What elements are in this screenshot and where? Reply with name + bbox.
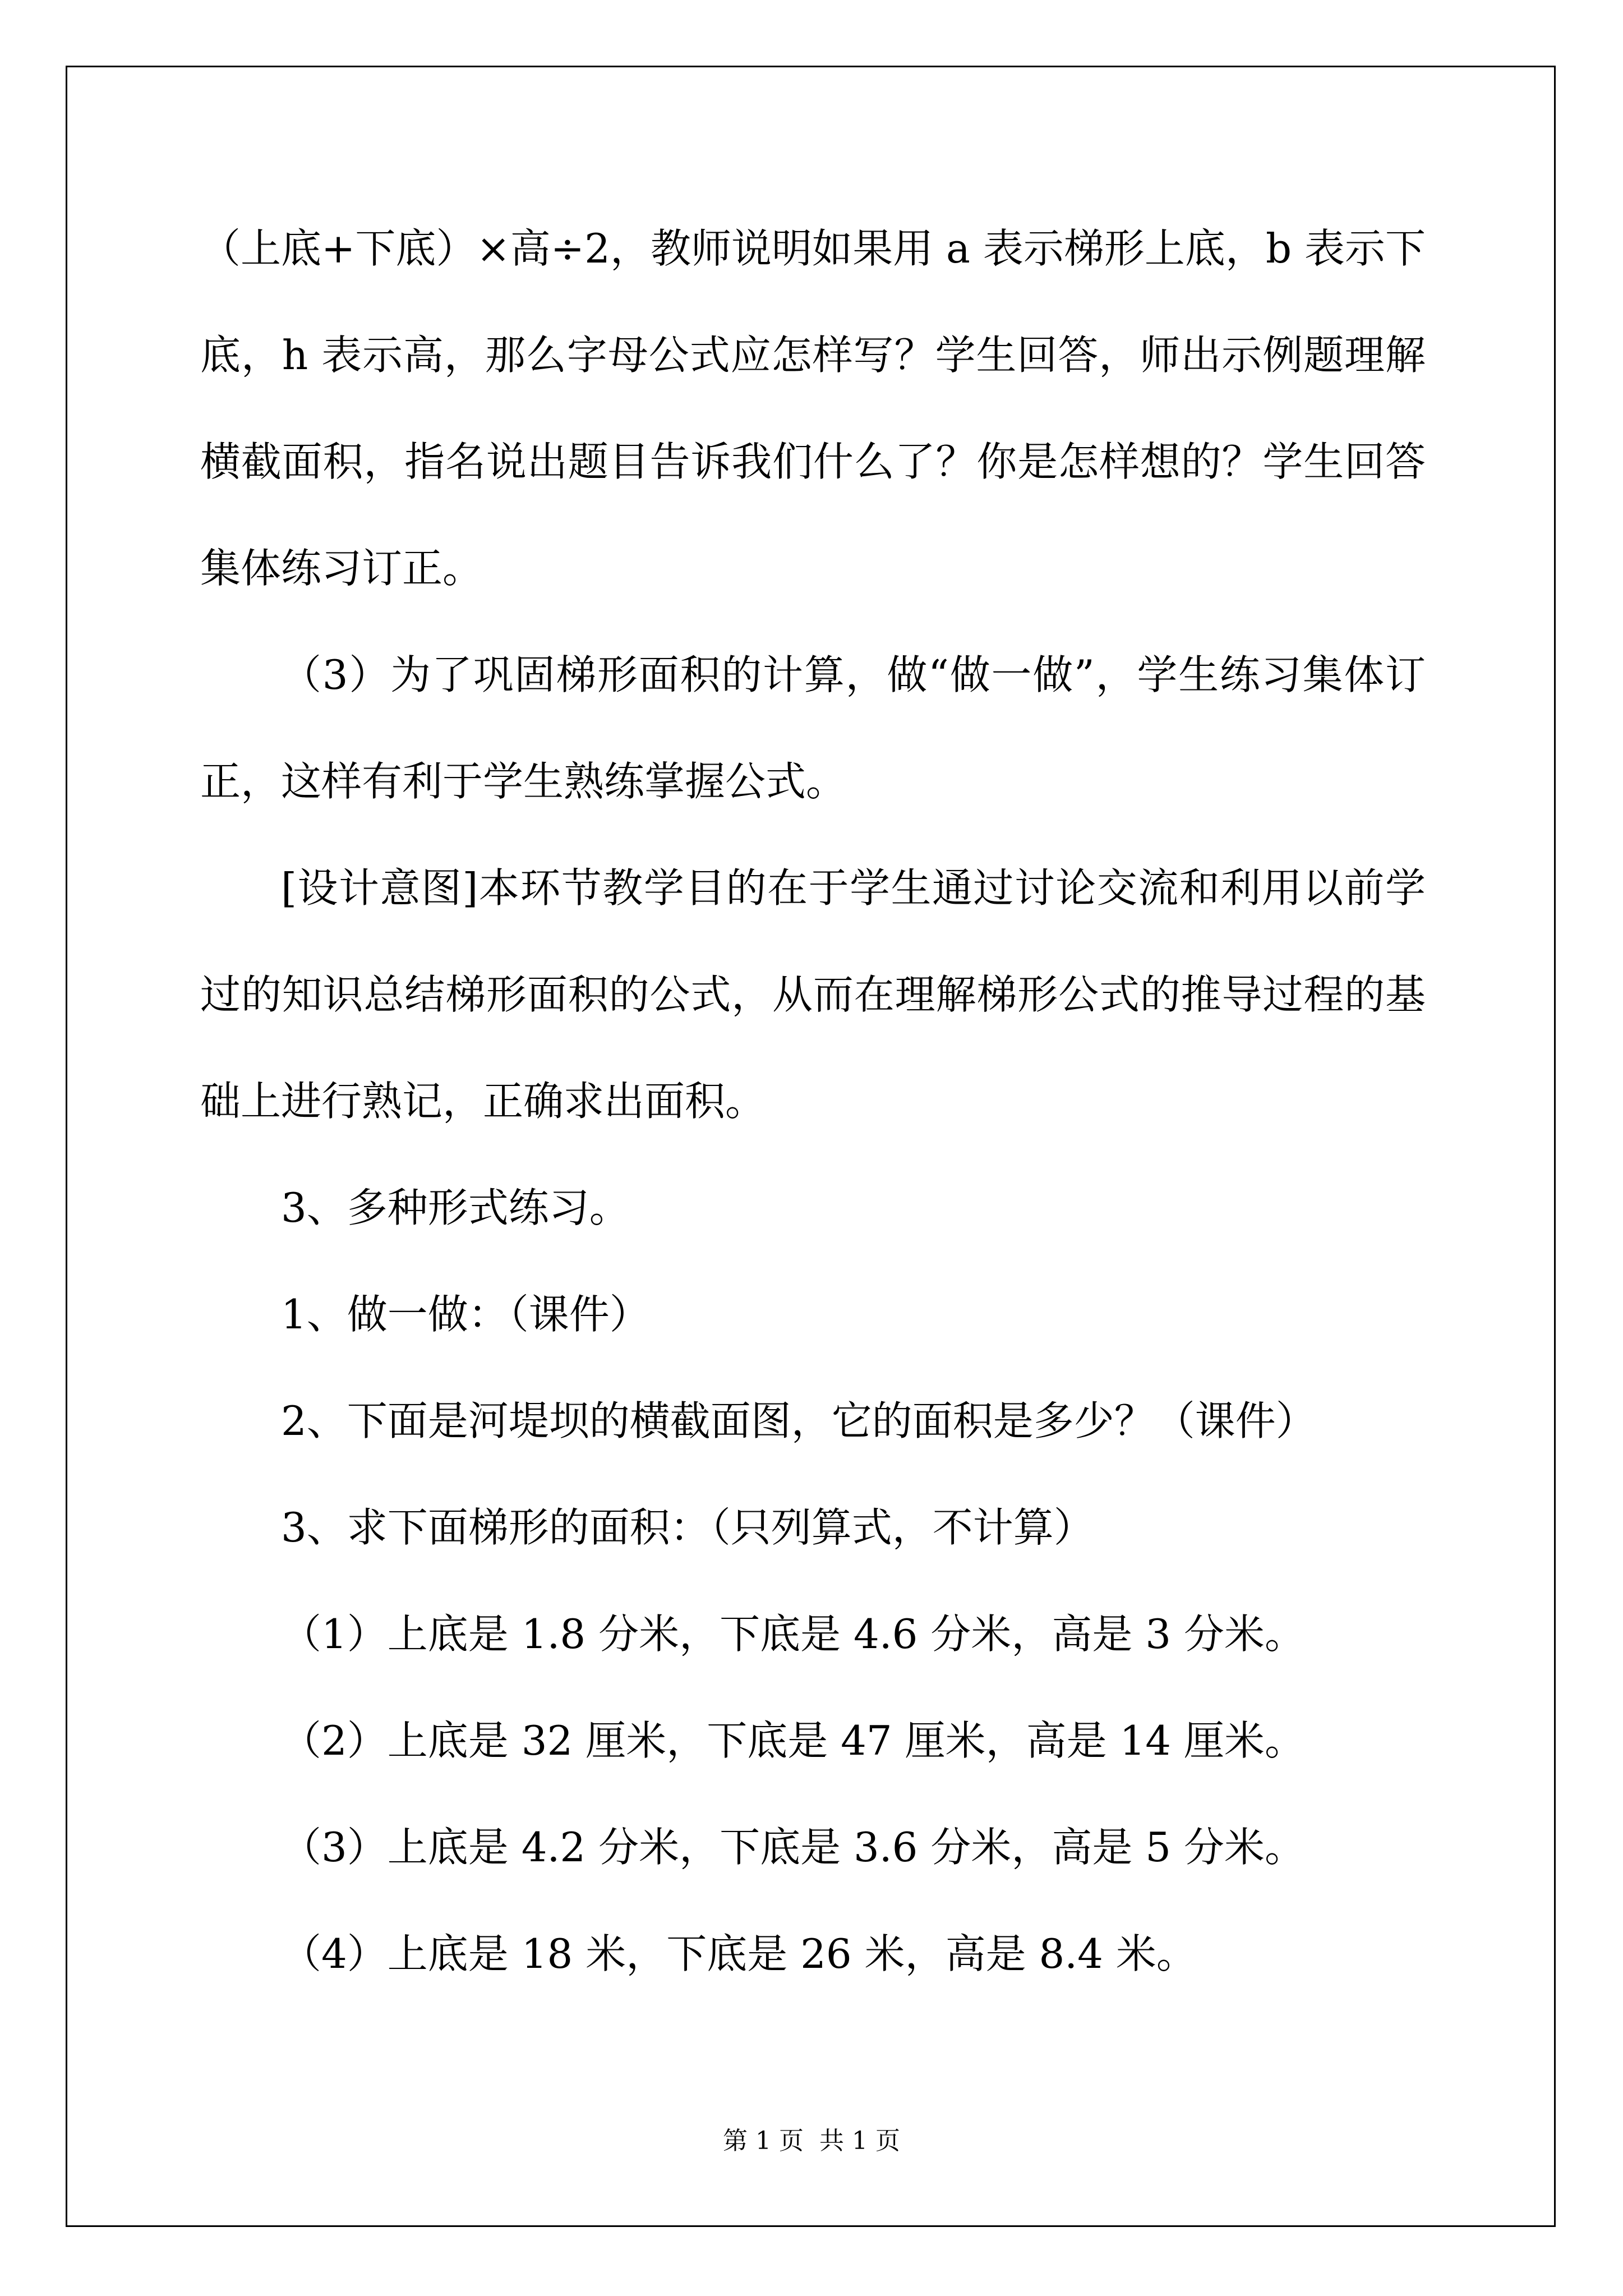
page-footer: 第 1 页 共 1 页 <box>723 2127 900 2155</box>
paragraph <box>200 622 1426 835</box>
section-heading <box>200 1154 1426 1261</box>
text-line: 集体练习订正。 <box>200 545 483 592</box>
text-line: 正，这样有利于学生熟练掌握公式。 <box>200 758 847 805</box>
paragraph <box>200 835 1426 1154</box>
document-body <box>200 195 1426 2007</box>
exercise-item <box>200 1261 1426 1368</box>
sub-exercise-item <box>200 1687 1426 1794</box>
text-line: 1、做一做：（课件） <box>281 1291 650 1338</box>
text-line: 2、下面是河堤坝的横截面图，它的面积是多少？（课件） <box>281 1397 1316 1444</box>
text-line: 底，h 表示高，那么字母公式应怎样写？学生回答，师出示例题理解 <box>200 332 1426 379</box>
text-line: （3）为了巩固梯形面积的计算，做“做一做”，学生练习集体订 <box>281 651 1426 698</box>
exercise-item <box>200 1368 1426 1474</box>
text-line: （2）上底是 32 厘米，下底是 47 厘米，高是 14 厘米。 <box>281 1717 1305 1764</box>
text-line: [设计意图]本环节教学目的在于学生通过讨论交流和利用以前学 <box>281 864 1426 912</box>
text-line: （1）上底是 1.8 分米，下底是 4.6 分米，高是 3 分米。 <box>281 1611 1305 1658</box>
text-line: 横截面积，指名说出题目告诉我们什么了？你是怎样想的？学生回答 <box>200 438 1426 485</box>
sub-exercise-item <box>200 1581 1426 1687</box>
text-line: （上底+下底）×高÷2，教师说明如果用 a 表示梯形上底，b 表示下 <box>200 225 1426 272</box>
sub-exercise-item <box>200 1794 1426 1901</box>
text-line: 3、求下面梯形的面积：（只列算式，不计算） <box>281 1504 1094 1551</box>
sub-exercise-item <box>200 1901 1426 2007</box>
text-line: 3、多种形式练习。 <box>281 1184 630 1231</box>
paragraph <box>200 195 1426 622</box>
exercise-item <box>200 1474 1426 1581</box>
text-line: （3）上底是 4.2 分米，下底是 3.6 分米，高是 5 分米。 <box>281 1824 1305 1871</box>
text-line: 过的知识总结梯形面积的公式，从而在理解梯形公式的推导过程的基 <box>200 971 1426 1018</box>
text-line: （4）上底是 18 米，下底是 26 米，高是 8.4 米。 <box>281 1930 1197 1977</box>
text-line: 础上进行熟记，正确求出面积。 <box>200 1078 766 1125</box>
